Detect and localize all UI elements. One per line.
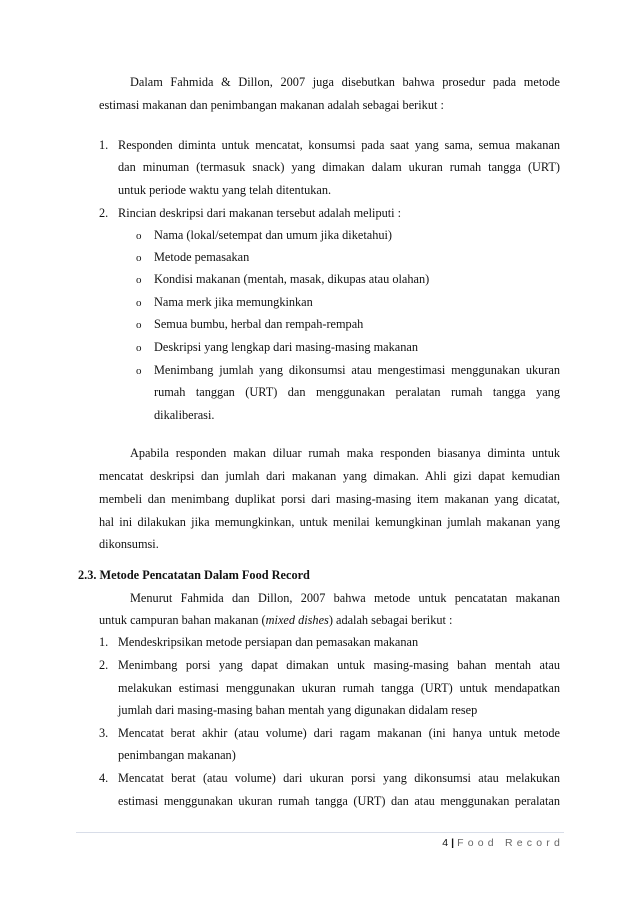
sublist-item: Menimbang jumlah yang dikonsumsi atau mengestimasi menggunakan ukuran	[154, 363, 560, 377]
list-item-line: untuk periode waktu yang telah ditentukan.	[118, 183, 332, 197]
footer-divider	[76, 832, 564, 833]
sublist-item: Semua bumbu, herbal dan rempah-rempah	[154, 317, 364, 331]
list-marker: 3.	[99, 726, 109, 740]
list-marker: 1.	[99, 635, 109, 649]
list-item-line: melakukan estimasi menggunakan ukuran rumah tangga (URT) untuk mendapatkan	[118, 681, 560, 695]
footer-label: Food Record	[457, 837, 564, 849]
section-intro-line	[99, 613, 452, 627]
list-marker: 2.	[99, 658, 109, 672]
bullet-icon: o	[136, 274, 142, 286]
page-footer	[440, 837, 564, 849]
list-item-line: jumlah dari masing-masing bahan mentah yang digunakan didalam resep	[118, 703, 478, 717]
list-item-line: penimbangan makanan)	[118, 748, 236, 762]
list-item-line: Responden diminta untuk mencatat, konsumsi pada saat yang sama, semua makanan	[118, 138, 560, 152]
section-intro-text: untuk campuran bahan makanan (	[99, 613, 266, 627]
list-item-line: dan minuman (termasuk snack) yang dimakan dalam ukuran rumah tangga (URT)	[118, 160, 560, 174]
sublist-item: Nama merk jika memungkinkan	[154, 295, 313, 309]
intro-line: Dalam Fahmida & Dillon, 2007 juga disebutkan bahwa prosedur pada metode	[130, 75, 560, 89]
paragraph-line: membeli dan menimbang duplikat porsi dari masing-masing item makanan yang dicatat,	[99, 492, 560, 506]
bullet-icon: o	[136, 297, 142, 309]
list-item-line: estimasi menggunakan ukuran rumah tangga (URT) dan atau menggunakan peralatan	[118, 794, 560, 808]
bullet-icon: o	[136, 230, 142, 242]
sublist-item: Kondisi makanan (mentah, masak, dikupas atau olahan)	[154, 272, 430, 286]
section-heading: 2.3. Metode Pencatatan Dalam Food Record	[78, 568, 310, 582]
footer-separator: |	[451, 837, 455, 849]
bullet-icon: o	[136, 365, 142, 377]
paragraph-line: hal ini dilakukan jika memungkinkan, untuk menilai kemungkinan jumlah makanan yang	[99, 515, 560, 529]
list-item-line: Menimbang porsi yang dapat dimakan untuk masing-masing bahan mentah atau	[118, 658, 560, 672]
list-item-line: Rincian deskripsi dari makanan tersebut adalah meliputi :	[118, 206, 402, 220]
sublist-item: Deskripsi yang lengkap dari masing-masing makanan	[154, 340, 418, 354]
list-item-line: Mendeskripsikan metode persiapan dan pemasakan makanan	[118, 635, 419, 649]
sublist-item: Metode pemasakan	[154, 250, 250, 264]
sublist-item: dikaliberasi.	[154, 408, 215, 422]
intro-line: estimasi makanan dan penimbangan makanan adalah sebagai berikut :	[99, 98, 444, 112]
list-marker: 2.	[99, 206, 109, 220]
section-intro-emphasis: mixed dishes	[265, 613, 329, 627]
list-item-line: Mencatat berat akhir (atau volume) dari ragam makanan (ini hanya untuk metode	[118, 726, 560, 740]
section-intro-line: Menurut Fahmida dan Dillon, 2007 bahwa metode untuk pencatatan makanan	[130, 591, 560, 605]
paragraph-line: Apabila responden makan diluar rumah maka responden biasanya diminta untuk	[130, 446, 560, 460]
bullet-icon: o	[136, 319, 142, 331]
section-intro-text: ) adalah sebagai berikut :	[328, 613, 453, 627]
sublist-item: rumah tanggan (URT) dan menggunakan peralatan rumah tangga yang	[154, 385, 560, 399]
page-number: 4	[442, 837, 449, 849]
bullet-icon: o	[136, 252, 142, 264]
sublist-item: Nama (lokal/setempat dan umum jika diketahui)	[154, 228, 393, 242]
list-marker: 4.	[99, 771, 109, 785]
paragraph-line: mencatat deskripsi dan jumlah dari makanan yang dimakan. Ahli gizi dapat kemudian	[99, 469, 560, 483]
list-marker: 1.	[99, 138, 109, 152]
list-item-line: Mencatat berat (atau volume) dari ukuran porsi yang dikonsumsi atau melakukan	[118, 771, 560, 785]
bullet-icon: o	[136, 342, 142, 354]
paragraph-line: dikonsumsi.	[99, 537, 159, 551]
